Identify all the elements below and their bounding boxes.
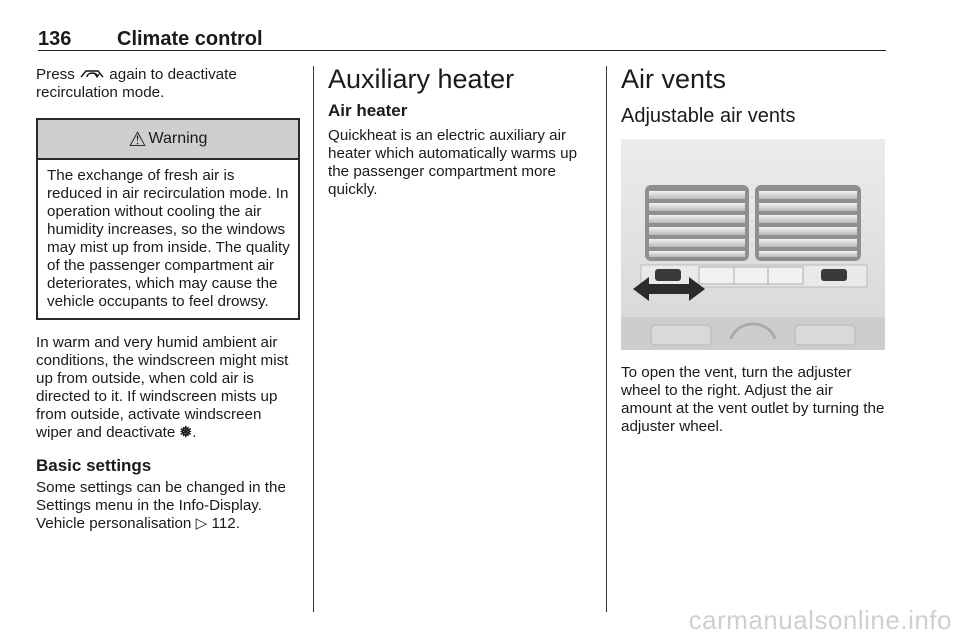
page-reference-icon: ▷ <box>195 515 208 532</box>
auxiliary-heater-heading: Auxiliary heater <box>328 64 515 94</box>
warning-box <box>36 118 300 320</box>
air-vent-photo <box>621 139 885 350</box>
air-vents-text: To open the vent, turn the adjuster wheel to the right. Adjust the air amount at the vent outlet by turning the adjuster wheel. <box>621 364 885 435</box>
warning-triangle-icon: ⚠ <box>128 128 147 151</box>
warning-title: Warning <box>148 130 208 147</box>
air-vents-heading: Air vents <box>621 64 727 94</box>
air-conditioning-icon: ❅ <box>179 424 193 441</box>
warning-header <box>38 120 298 160</box>
column-divider <box>606 66 607 612</box>
column-divider <box>313 66 314 612</box>
misting-paragraph: In warm and very humid ambient air conditions, the windscreen might mist up from outside, when cold air is directed to it. If windscreen mists up from outside, activate windscreen wiper and deactivate ❅. <box>36 334 289 441</box>
watermark: carmanualsonline.info <box>688 605 952 635</box>
intro-paragraph: Press again to deactivate recirculation mode. <box>36 66 237 101</box>
warning-text: The exchange of fresh air is reduced in air recirculation mode. In operation without cooling the air humidity increases, so the windows may mist up from inside. The quality of the passenger compartment air deteriorates, which may cause the vehicle occupants to feel drowsy. <box>47 167 290 310</box>
column-right <box>621 66 885 436</box>
air-heater-text: Quickheat is an electric auxiliary air heater which automatically warms up the passenger compartment more quickly. <box>328 127 578 198</box>
adjustable-air-vents-heading: Adjustable air vents <box>621 105 796 127</box>
recirculation-icon <box>79 66 109 83</box>
column-left <box>36 66 300 533</box>
page-title: Climate control <box>117 28 263 50</box>
air-heater-heading: Air heater <box>328 101 408 120</box>
column-middle <box>328 66 592 199</box>
basic-settings-text: Some settings can be changed in the Settings menu in the Info-Display. Vehicle personalisation ▷ 112. <box>36 479 286 532</box>
page-header <box>38 26 886 51</box>
basic-settings-heading: Basic settings <box>36 456 152 475</box>
page-number: 136 <box>38 28 72 50</box>
page-reference[interactable]: 112. <box>211 515 240 532</box>
